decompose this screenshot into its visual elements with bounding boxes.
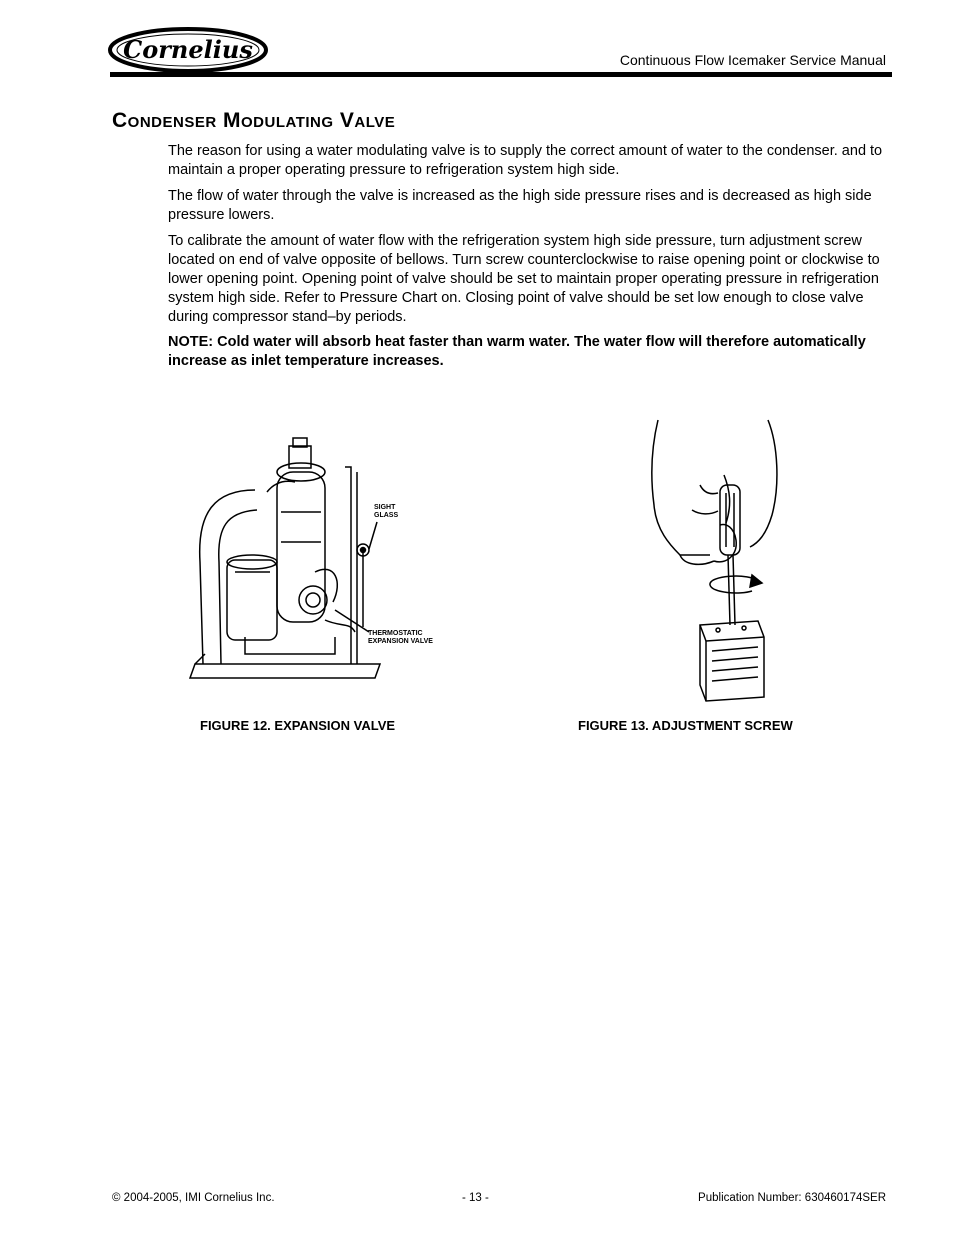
footer-copyright: © 2004-2005, IMI Cornelius Inc. — [112, 1192, 275, 1204]
svg-text:Cornelius: Cornelius — [123, 35, 253, 64]
paragraph-calibration: To calibrate the amount of water flow with the refrigeration system high side pressure, turn adjustment screw located on end of valve opposite of bellows. Turn screw counterclockwise to raise opening point or clockwise to lower opening point. Opening point of valve should be set to maintain proper operating pressure in refrigeration system high side. Refer to Pressure Chart on. Closing point of valve should be set low enough to close valve during compressor stand–by periods. — [168, 233, 880, 325]
figure-12-caption: FIGURE 12. EXPANSION VALVE — [200, 718, 396, 733]
section-title: Condenser Modulating Valve — [112, 109, 396, 132]
paragraph-flow: The flow of water through the valve is increased as the high side pressure rises and is decreased as high side pressure lowers. — [168, 188, 872, 223]
expansion-valve-callout: THERMOSTATIC EXPANSION VALVE — [368, 630, 433, 645]
header-rule — [110, 72, 892, 77]
figure-13-caption: FIGURE 13. ADJUSTMENT SCREW — [578, 718, 793, 733]
adjustment-screw-illustration — [640, 415, 790, 705]
note-text: NOTE: Cold water will absorb heat faster than warm water. The water flow will therefore automatically increase as inlet temperature increases. — [168, 334, 866, 369]
footer-page-number: - 13 - — [462, 1192, 489, 1204]
manual-title: Continuous Flow Icemaker Service Manual — [619, 52, 886, 68]
paragraph-purpose: The reason for using a water modulating valve is to supply the correct amount of water to the condenser. and to maintain a proper operating pressure to refrigeration system high side. — [168, 143, 883, 178]
cornelius-logo — [108, 26, 268, 74]
expansion-valve-illustration — [185, 432, 455, 684]
sight-glass-callout: SIGHT GLASS — [374, 504, 399, 519]
footer-publication-number: Publication Number: 630460174SER — [698, 1192, 886, 1204]
